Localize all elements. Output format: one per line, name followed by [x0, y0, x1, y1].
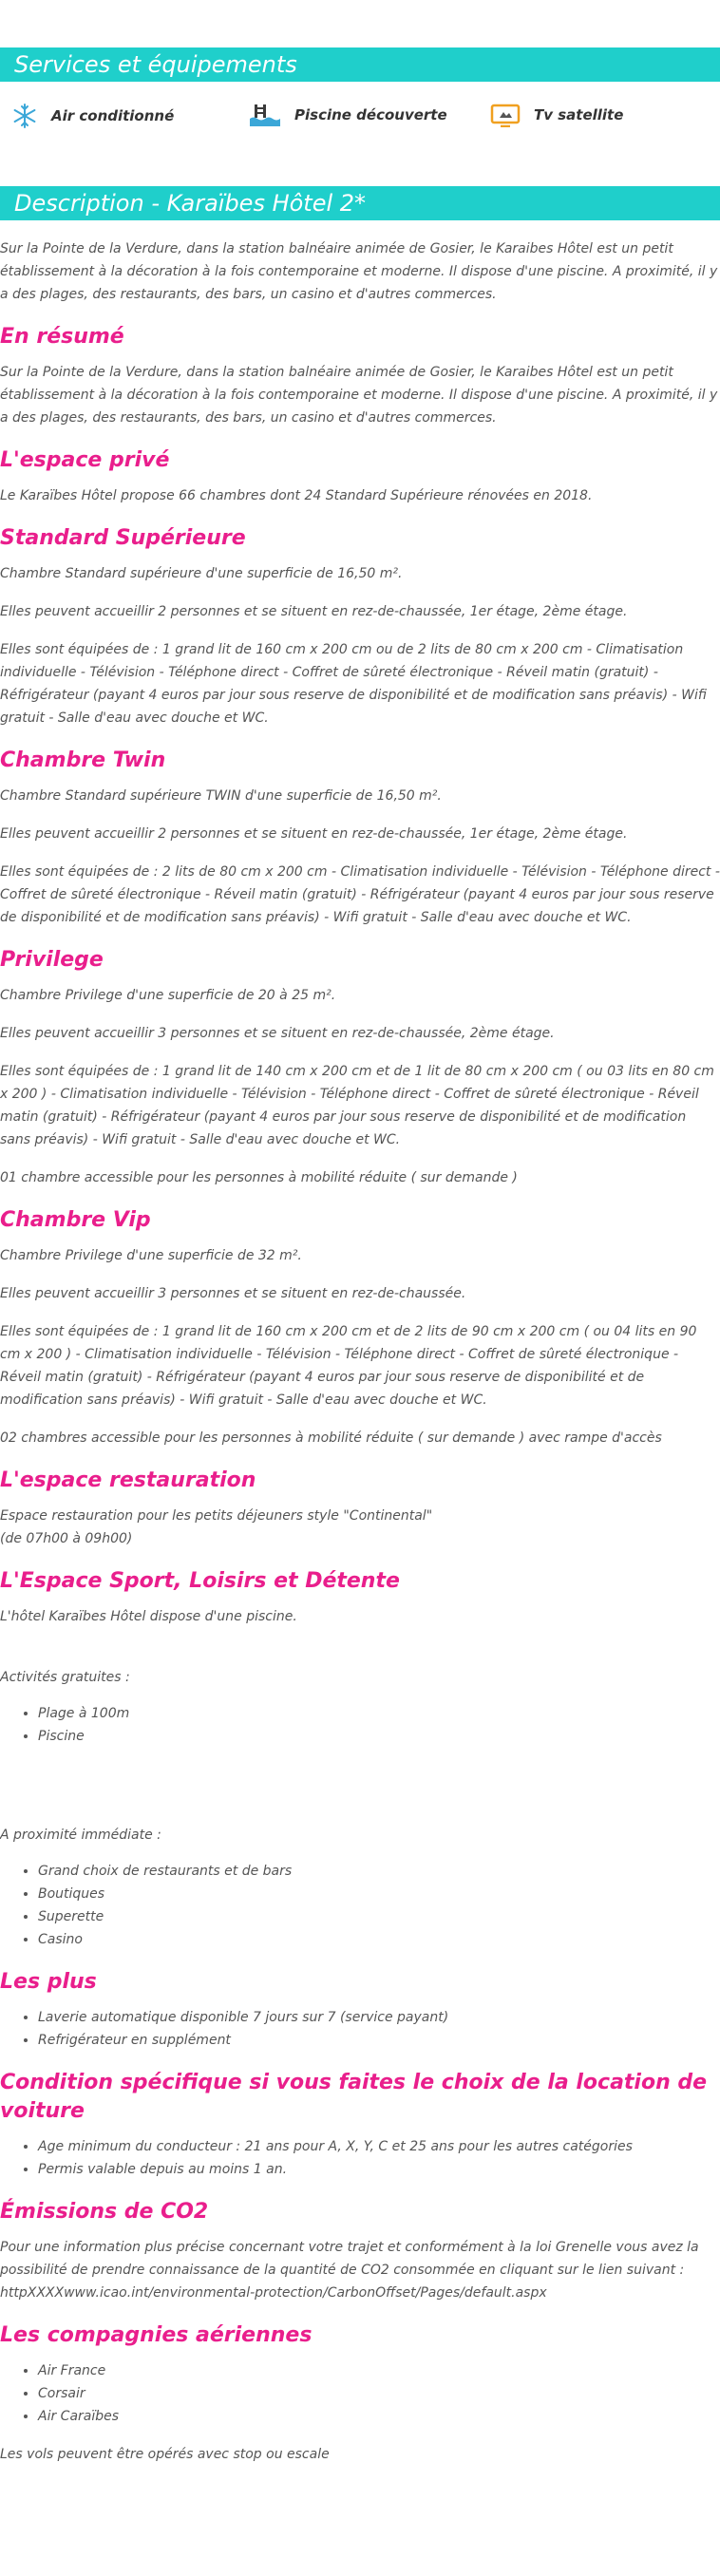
tv-icon [490, 103, 521, 127]
espace-prive-text: Le Karaïbes Hôtel propose 66 chambres dont 24 Standard Supérieure rénovées en 2018. [0, 488, 593, 503]
list-item: • Air France [38, 2359, 720, 2382]
compagnies-list [0, 2359, 720, 2428]
heading-twin: Chambre Twin [0, 748, 166, 772]
privilege-p4: 01 chambre accessible pour les personnes à mobilité réduite ( sur demande ) [0, 1170, 518, 1185]
heading-sport: L'Espace Sport, Loisirs et Détente [0, 1569, 400, 1593]
list-item: • Refrigérateur en supplément [38, 2029, 720, 2052]
amenity-label: Tv satellite [534, 106, 624, 123]
heading-privilege: Privilege [0, 948, 104, 972]
services-banner [0, 47, 720, 82]
vip-p2: Elles peuvent accueillir 3 personnes et se situent en rez-de-chaussée. [0, 1286, 466, 1301]
heading-co2: Émissions de CO2 [0, 2200, 209, 2224]
heading-espace-prive: L'espace privé [0, 448, 170, 472]
standard-p1: Chambre Standard supérieure d'une superficie de 16,50 m². [0, 566, 403, 581]
vip-p1: Chambre Privilege d'une superficie de 32 m². [0, 1248, 302, 1263]
restauration-line1: Espace restauration pour les petits déjeuners style "Continental" [0, 1508, 433, 1524]
description-title: Description - Karaïbes Hôtel 2* [14, 190, 367, 217]
services-title: Services et équipements [14, 51, 297, 78]
heading-restauration: L'espace restauration [0, 1468, 256, 1492]
proximite-label: A proximité immédiate : [0, 1828, 161, 1843]
description-intro: Sur la Pointe de la Verdure, dans la station balnéaire animée de Gosier, le Karaibes Hôtel est un petit établissement à la décoration à la fois contemporaine et moderne. Il dispose d'une piscine. A proximité, il y a des plages, des restaurants, des bars, un casino et d'autres commerces. [0, 241, 718, 302]
twin-p3: Elles sont équipées de : 2 lits de 80 cm x 200 cm - Climatisation individuelle - Télévision - Téléphone direct - Coffret de sûreté électronique - Réveil matin (gratuit) - Réfrigérateur (payant 4 euros par jour sous reserve de disponibilité et de modification sans préavis) - Wifi gratuit - Salle d'eau avec douche et WC. [0, 864, 720, 925]
list-item: • Air Caraïbes [38, 2405, 720, 2428]
list-item: • Grand choix de restaurants et de bars [38, 1860, 720, 1883]
compagnies-note: Les vols peuvent être opérés avec stop ou escale [0, 2447, 330, 2462]
list-item: • Age minimum du conducteur : 21 ans pour A, X, Y, C et 25 ans pour les autres catégories [38, 2135, 720, 2158]
standard-p2: Elles peuvent accueillir 2 personnes et se situent en rez-de-chaussée, 1er étage, 2ème étage. [0, 604, 628, 619]
heading-resume: En résumé [0, 325, 124, 349]
list-item: • Superette [38, 1905, 720, 1928]
twin-p2: Elles peuvent accueillir 2 personnes et se situent en rez-de-chaussée, 1er étage, 2ème étage. [0, 826, 628, 842]
heading-vip: Chambre Vip [0, 1208, 151, 1232]
activites-label: Activités gratuites : [0, 1670, 130, 1685]
resume-text: Sur la Pointe de la Verdure, dans la station balnéaire animée de Gosier, le Karaibes Hôtel est un petit établissement à la décoration à la fois contemporaine et moderne. Il dispose d'une piscine. A proximité, il y a des plages, des restaurants, des bars, un casino et d'autres commerces. [0, 365, 718, 426]
list-item: • Boutiques [38, 1883, 720, 1905]
heading-plus: Les plus [0, 1970, 97, 1994]
plus-list [0, 2006, 720, 2052]
list-item: • Piscine [38, 1725, 720, 1748]
amenity-label: Piscine découverte [294, 106, 447, 123]
vip-p3: Elles sont équipées de : 1 grand lit de 160 cm x 200 cm et de 2 lits de 90 cm x 200 cm ( ou 04 lits en 90 cm x 200 ) - Climatisation individuelle - Télévision - Téléphone direct - Coffret de sûreté électronique - Réveil matin (gratuit) - Réfrigérateur (payant 4 euros par jour sous reserve de disponibilité et de modification sans préavis) - Wifi gratuit - Salle d'eau avec douche et WC. [0, 1324, 697, 1408]
list-item: • Corsair [38, 2382, 720, 2405]
amenity-tv [490, 103, 623, 127]
privilege-p2: Elles peuvent accueillir 3 personnes et se situent en rez-de-chaussée, 2ème étage. [0, 1026, 555, 1041]
amenity-piscine [249, 103, 447, 127]
sport-text: L'hôtel Karaïbes Hôtel dispose d'une piscine. [0, 1609, 297, 1624]
heading-compagnies: Les compagnies aériennes [0, 2323, 313, 2347]
co2-text: Pour une information plus précise concernant votre trajet et conformément à la loi Grenelle vous avez la possibilité de prendre connaissance de la quantité de CO2 consommée en cliquant sur le lien suivant : [0, 2240, 699, 2278]
privilege-p1: Chambre Privilege d'une superficie de 20 à 25 m². [0, 988, 336, 1003]
proximite-list [0, 1860, 720, 1951]
list-item: • Casino [38, 1928, 720, 1951]
description-content [0, 237, 720, 2466]
list-item: • Laverie automatique disponible 7 jours sur 7 (service payant) [38, 2006, 720, 2029]
list-item: • Permis valable depuis au moins 1 an. [38, 2158, 720, 2181]
heading-voiture: Condition spécifique si vous faites le choix de la location de voiture [0, 2071, 708, 2123]
co2-link[interactable]: httpXXXXwww.icao.int/environmental-protection/CarbonOffset/Pages/default.aspx [0, 2285, 547, 2301]
privilege-p3: Elles sont équipées de : 1 grand lit de 140 cm x 200 cm et de 1 lit de 80 cm x 200 cm ( ou 03 lits en 80 cm x 200 ) - Climatisation individuelle - Télévision - Téléphone direct - Coffret de sûreté électronique - Réveil matin (gratuit) - Réfrigérateur (payant 4 euros par jour sous reserve de disponibilité et de modification sans préavis) - Wifi gratuit - Salle d'eau avec douche et WC. [0, 1064, 714, 1147]
activites-list [0, 1702, 720, 1748]
standard-p3: Elles sont équipées de : 1 grand lit de 160 cm x 200 cm ou de 2 lits de 80 cm x 200 cm - Climatisation individuelle - Télévision - Téléphone direct - Coffret de sûreté électronique - Réveil matin (gratuit) - Réfrigérateur (payant 4 euros par jour sous reserve de disponibilité et de modification sans préavis) - Wifi gratuit - Salle d'eau avec douche et WC. [0, 642, 707, 726]
snowflake-icon [11, 103, 38, 129]
description-banner [0, 186, 720, 220]
voiture-list [0, 2135, 720, 2181]
amenity-air-conditionne [11, 103, 174, 129]
heading-standard: Standard Supérieure [0, 526, 246, 550]
restauration-line2: (de 07h00 à 09h00) [0, 1531, 133, 1546]
vip-p4: 02 chambres accessible pour les personnes à mobilité réduite ( sur demande ) avec rampe d'accès [0, 1430, 662, 1446]
twin-p1: Chambre Standard supérieure TWIN d'une superficie de 16,50 m². [0, 788, 442, 804]
pool-icon [249, 103, 281, 127]
list-item: • Plage à 100m [38, 1702, 720, 1725]
amenity-label: Air conditionné [51, 107, 175, 124]
